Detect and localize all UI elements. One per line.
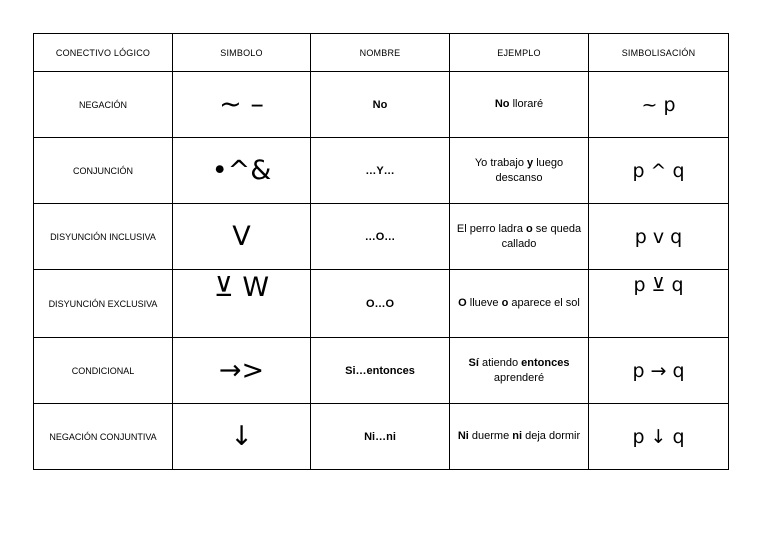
connective-cell: DISYUNCIÓN EXCLUSIVA (34, 270, 173, 338)
example-text: se queda callado (501, 222, 582, 250)
symbolization-cell: ~ p (589, 72, 729, 138)
example-keyword: Ni (457, 430, 469, 442)
header-symbolization: SIMBOLISACIÓN (589, 34, 729, 72)
connective-cell: DISYUNCIÓN INCLUSIVA (34, 204, 173, 270)
example-keyword: Sí (468, 356, 479, 369)
example-text: deja dormir (522, 430, 581, 442)
symbol-cell: ~ – (173, 72, 311, 138)
example-keyword: o (526, 222, 533, 235)
name-cell: Si…entonces (311, 338, 450, 404)
connective-cell: CONDICIONAL (34, 338, 173, 404)
example-keyword: o (501, 297, 509, 309)
table-row (34, 204, 729, 270)
name-cell: …O… (311, 204, 450, 270)
name-cell: O…O (311, 270, 450, 338)
example-keyword: entonces (521, 356, 570, 369)
symbol-cell: •^& (173, 138, 311, 204)
example-text: El perro ladra (456, 222, 527, 235)
table-row (34, 72, 729, 138)
symbolization-cell: p ↓ q (589, 404, 729, 470)
example-cell (450, 338, 589, 404)
example-keyword: No (494, 98, 510, 110)
example-text: aparece el sol (508, 297, 580, 309)
table-header-row (34, 34, 729, 72)
connective-cell: CONJUNCIÓN (34, 138, 173, 204)
connective-cell: NEGACIÓN CONJUNTIVA (34, 404, 173, 470)
example-keyword: O (458, 297, 467, 309)
example-text: lloraré (509, 98, 544, 110)
header-symbol: SIMBOLO (173, 34, 311, 72)
connective-cell: NEGACIÓN (34, 72, 173, 138)
name-cell: …Y… (311, 138, 450, 204)
example-cell (450, 270, 589, 338)
table-row (34, 138, 729, 204)
example-keyword: ni (512, 430, 523, 442)
symbolization-cell: p ^ q (589, 138, 729, 204)
name-cell: No (311, 72, 450, 138)
example-cell (450, 138, 589, 204)
table-row (34, 404, 729, 470)
symbol-cell: V (173, 204, 311, 270)
symbolization-cell: p v q (589, 204, 729, 270)
example-text: aprenderé (493, 371, 545, 384)
symbol-cell: ↓ (173, 404, 311, 470)
symbol-cell: →> (173, 338, 311, 404)
example-keyword: y (527, 156, 534, 169)
example-cell (450, 72, 589, 138)
table-row (34, 338, 729, 404)
table-row (34, 270, 729, 338)
symbol-cell: ⊻ W (173, 270, 311, 338)
example-text: duerme (468, 430, 513, 442)
symbolization-cell: p ⊻ q (589, 270, 729, 338)
header-example: EJEMPLO (450, 34, 589, 72)
example-cell (450, 204, 589, 270)
example-text: llueve (466, 297, 502, 309)
example-text: Yo trabajo (474, 156, 528, 169)
example-text: luego descanso (495, 156, 564, 184)
symbolization-cell: p → q (589, 338, 729, 404)
header-connective: CONECTIVO LÓGICO (34, 34, 173, 72)
name-cell: Ni…ni (311, 404, 450, 470)
example-text: atiendo (478, 356, 522, 369)
header-name: NOMBRE (311, 34, 450, 72)
logical-connectives-table (33, 33, 729, 470)
example-cell (450, 404, 589, 470)
